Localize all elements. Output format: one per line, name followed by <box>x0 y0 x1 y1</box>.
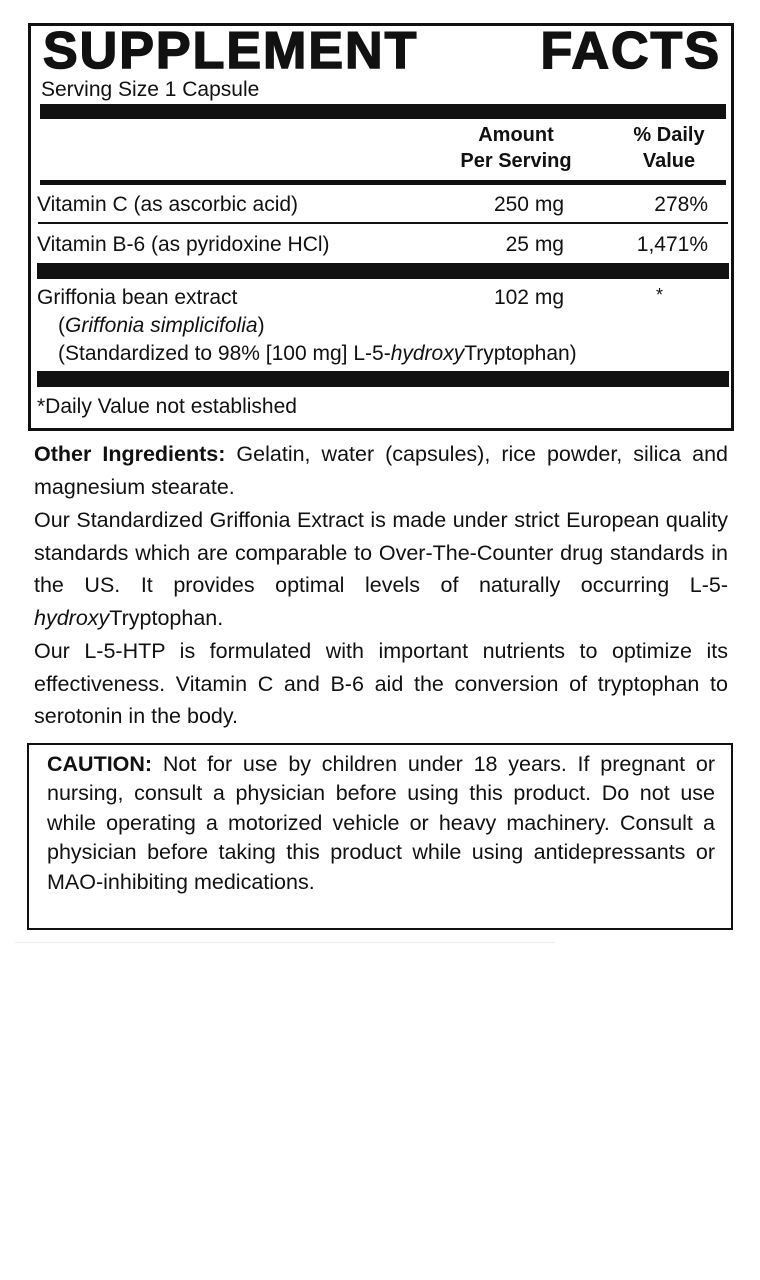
nutrient-daily-value: 1,471% <box>636 233 708 256</box>
nutrient-daily-value: 278% <box>654 193 708 216</box>
paragraph-formulation: Our L-5-HTP is formulated with important nutrients to optimize its effectiveness. Vitamin C and B-6 aid the conversion of tryptophan to serotonin in the body. <box>34 639 728 728</box>
supplement-facts-panel <box>28 23 734 431</box>
divider-medium <box>40 180 726 185</box>
daily-value-header-line2: Value <box>642 150 696 172</box>
paragraph-italic: hydroxy <box>34 605 110 630</box>
amount-header-line2: Per Serving <box>460 150 572 172</box>
paragraph-text: Tryptophan. <box>109 605 224 630</box>
caution-body: Not for use by children under 18 years. If pregnant or nursing, consult a physician before using this product. Do not use while operating a motorized vehicle or heavy machinery. Consult a physician before taking this product while using antidepressants or MAO-inhibiting medications. <box>47 751 715 894</box>
divider-thick <box>40 104 726 119</box>
serving-size: Serving Size 1 Capsule <box>41 78 260 101</box>
griffonia-amount: 102 mg <box>493 286 564 309</box>
paragraph-extract <box>34 504 728 634</box>
caution-box <box>27 743 733 930</box>
amount-header-line1: Amount <box>478 124 554 146</box>
griffonia-daily-value: * <box>656 285 664 305</box>
divider-thin <box>38 222 728 224</box>
paren: ) <box>257 314 265 337</box>
nutrient-amount: 25 mg <box>505 233 564 256</box>
label-text <box>34 438 728 733</box>
divider-thick <box>37 371 729 387</box>
nutrient-name: Vitamin C (as ascorbic acid) <box>37 193 299 216</box>
griffonia-latin <box>58 313 265 338</box>
std-italic: hydroxy <box>390 342 465 365</box>
std-text: (Standardized to 98% [100 mg] L-5- <box>58 342 391 365</box>
nutrient-amount: 250 mg <box>493 193 564 216</box>
divider-thick <box>37 263 729 279</box>
latin-name: Griffonia simplicifolia <box>65 314 258 337</box>
other-ingredients-text: Gelatin, water (capsules), rice powder, silica and magnesium stearate. <box>34 442 728 499</box>
daily-value-header-line1: % Daily <box>633 124 705 146</box>
griffonia-standardization <box>58 341 577 366</box>
std-text: Tryptophan) <box>464 342 577 365</box>
faint-divider <box>15 942 555 943</box>
daily-value-header <box>609 122 729 174</box>
paragraph-text: Our Standardized Griffonia Extract is made under strict European quality standards which are comparable to Over-The-Counter drug standards in the US. It provides optimal levels of naturally occurring L-5- <box>34 508 728 597</box>
caution-text <box>47 750 715 898</box>
nutrient-name: Vitamin B-6 (as pyridoxine HCl) <box>37 233 330 256</box>
paren: ( <box>58 314 65 337</box>
panel-title: SUPPLEMENT FACTS <box>43 22 721 80</box>
other-ingredients-label: Other Ingredients: <box>34 442 226 466</box>
lower-content <box>0 438 760 943</box>
griffonia-name: Griffonia bean extract <box>37 286 238 309</box>
amount-header <box>436 122 596 174</box>
footnote: *Daily Value not established <box>37 395 297 418</box>
caution-label: CAUTION: <box>47 751 153 776</box>
other-ingredients <box>34 438 728 503</box>
